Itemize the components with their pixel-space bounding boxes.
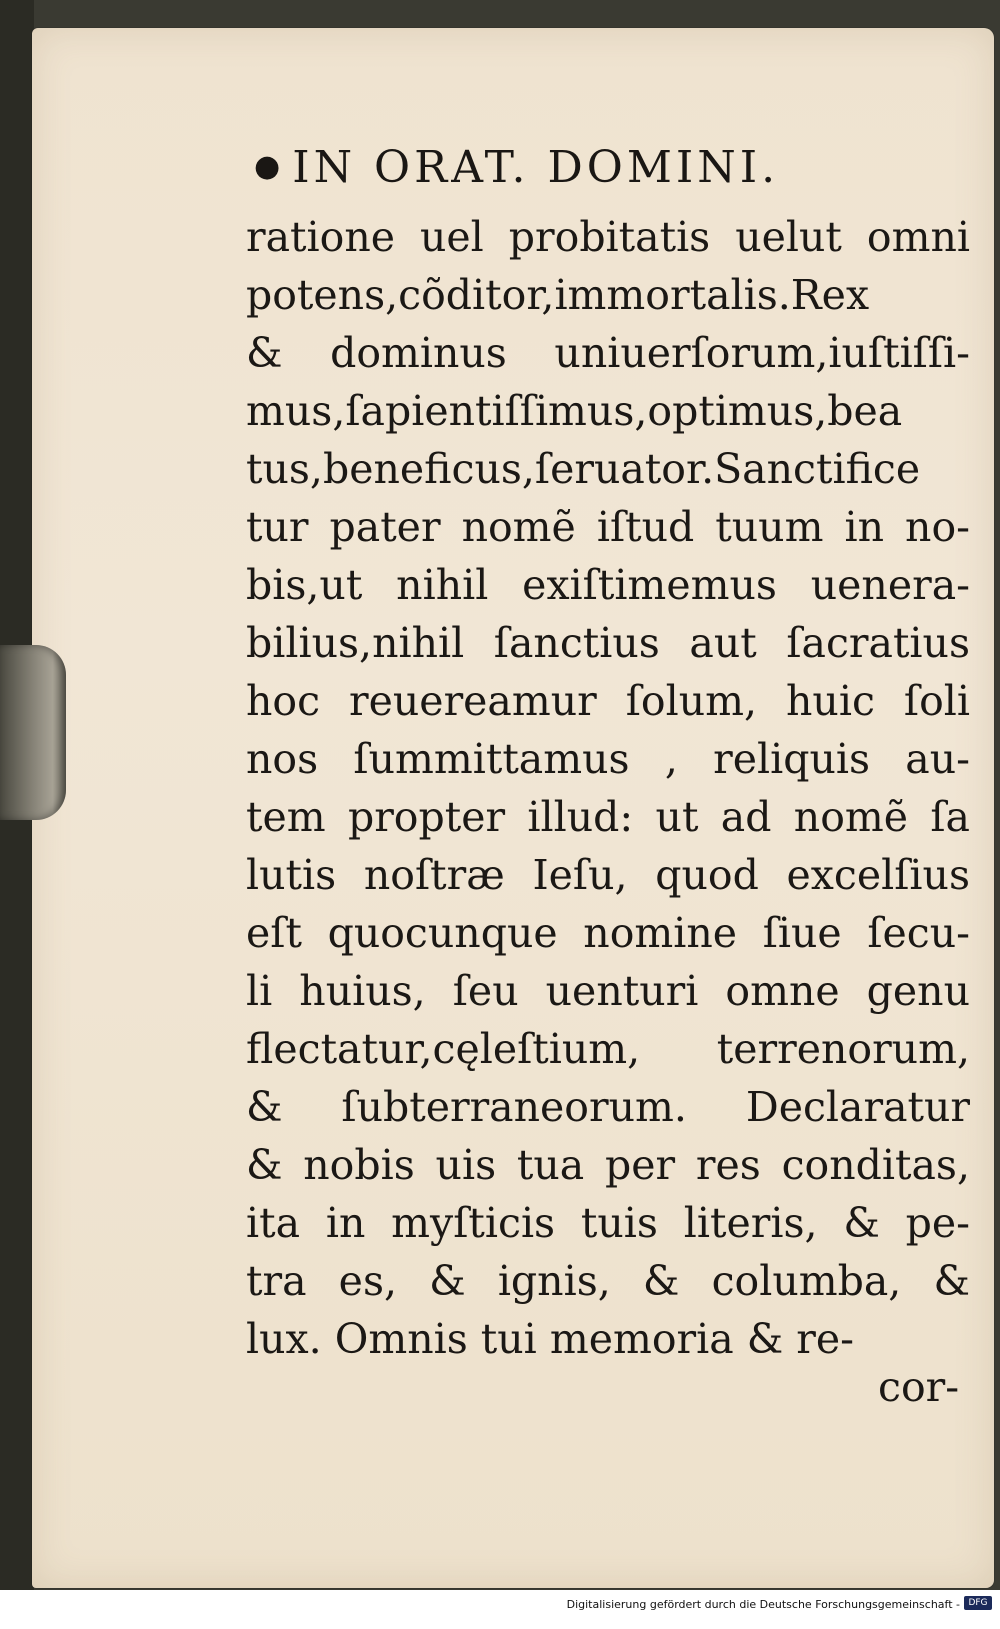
text-line: bis,ut nihil exiſtimemus uenera-	[246, 561, 970, 609]
text-line: nos ſummittamus , reliquis au-	[246, 735, 970, 783]
text-line: tra es, & ignis, & columba, &	[246, 1257, 970, 1305]
text-line: tur pater nomẽ iſtud tuum in no-	[246, 503, 970, 551]
catchword: cor-	[878, 1363, 960, 1411]
page-content	[32, 28, 994, 1588]
text-line: flectatur,cęleſtium, terrenorum,	[246, 1025, 970, 1073]
text-block	[246, 208, 970, 1368]
text-line: potens,cõditor,immortalis.Rex	[246, 271, 870, 319]
text-line: & nobis uis tua per res conditas,	[246, 1141, 970, 1189]
bullet-ornament-icon: ●	[254, 149, 285, 184]
text-line: tus,beneficus,ſeruator.Sanctifice	[246, 445, 921, 493]
text-line: ita in myſticis tuis literis, & pe-	[246, 1199, 970, 1247]
text-line: lux. Omnis tui memoria & re-	[246, 1315, 854, 1363]
dfg-logo-icon: DFG	[964, 1596, 992, 1610]
book-page	[32, 28, 994, 1588]
text-line: & dominus uniuerſorum,iuſtiſſi-	[246, 329, 970, 377]
book-clasp	[0, 645, 66, 820]
footer-bar	[0, 1590, 1000, 1629]
running-head	[254, 142, 779, 193]
text-line: eſt quocunque nomine ſiue ſecu-	[246, 909, 970, 957]
text-line: bilius,nihil ſanctius aut ſacratius	[246, 619, 970, 667]
text-line: ratione uel probitatis uelut omni	[246, 213, 970, 261]
text-line: li huius, ſeu uenturi omne genu	[246, 967, 970, 1015]
text-line: & ſubterraneorum. Declaratur	[246, 1083, 970, 1131]
running-head-text: IN ORAT. DOMINI.	[292, 142, 780, 193]
funding-note: Digitalisierung gefördert durch die Deutsche Forschungsgemeinschaft -	[566, 1598, 960, 1611]
text-line: hoc reuereamur ſolum, huic ſoli	[246, 677, 970, 725]
text-line: tem propter illud: ut ad nomẽ ſa	[246, 793, 970, 841]
text-line: lutis noſtræ Ieſu, quod excelſius	[246, 851, 970, 899]
text-line: mus,ſapientiſſimus,optimus,bea	[246, 387, 903, 435]
